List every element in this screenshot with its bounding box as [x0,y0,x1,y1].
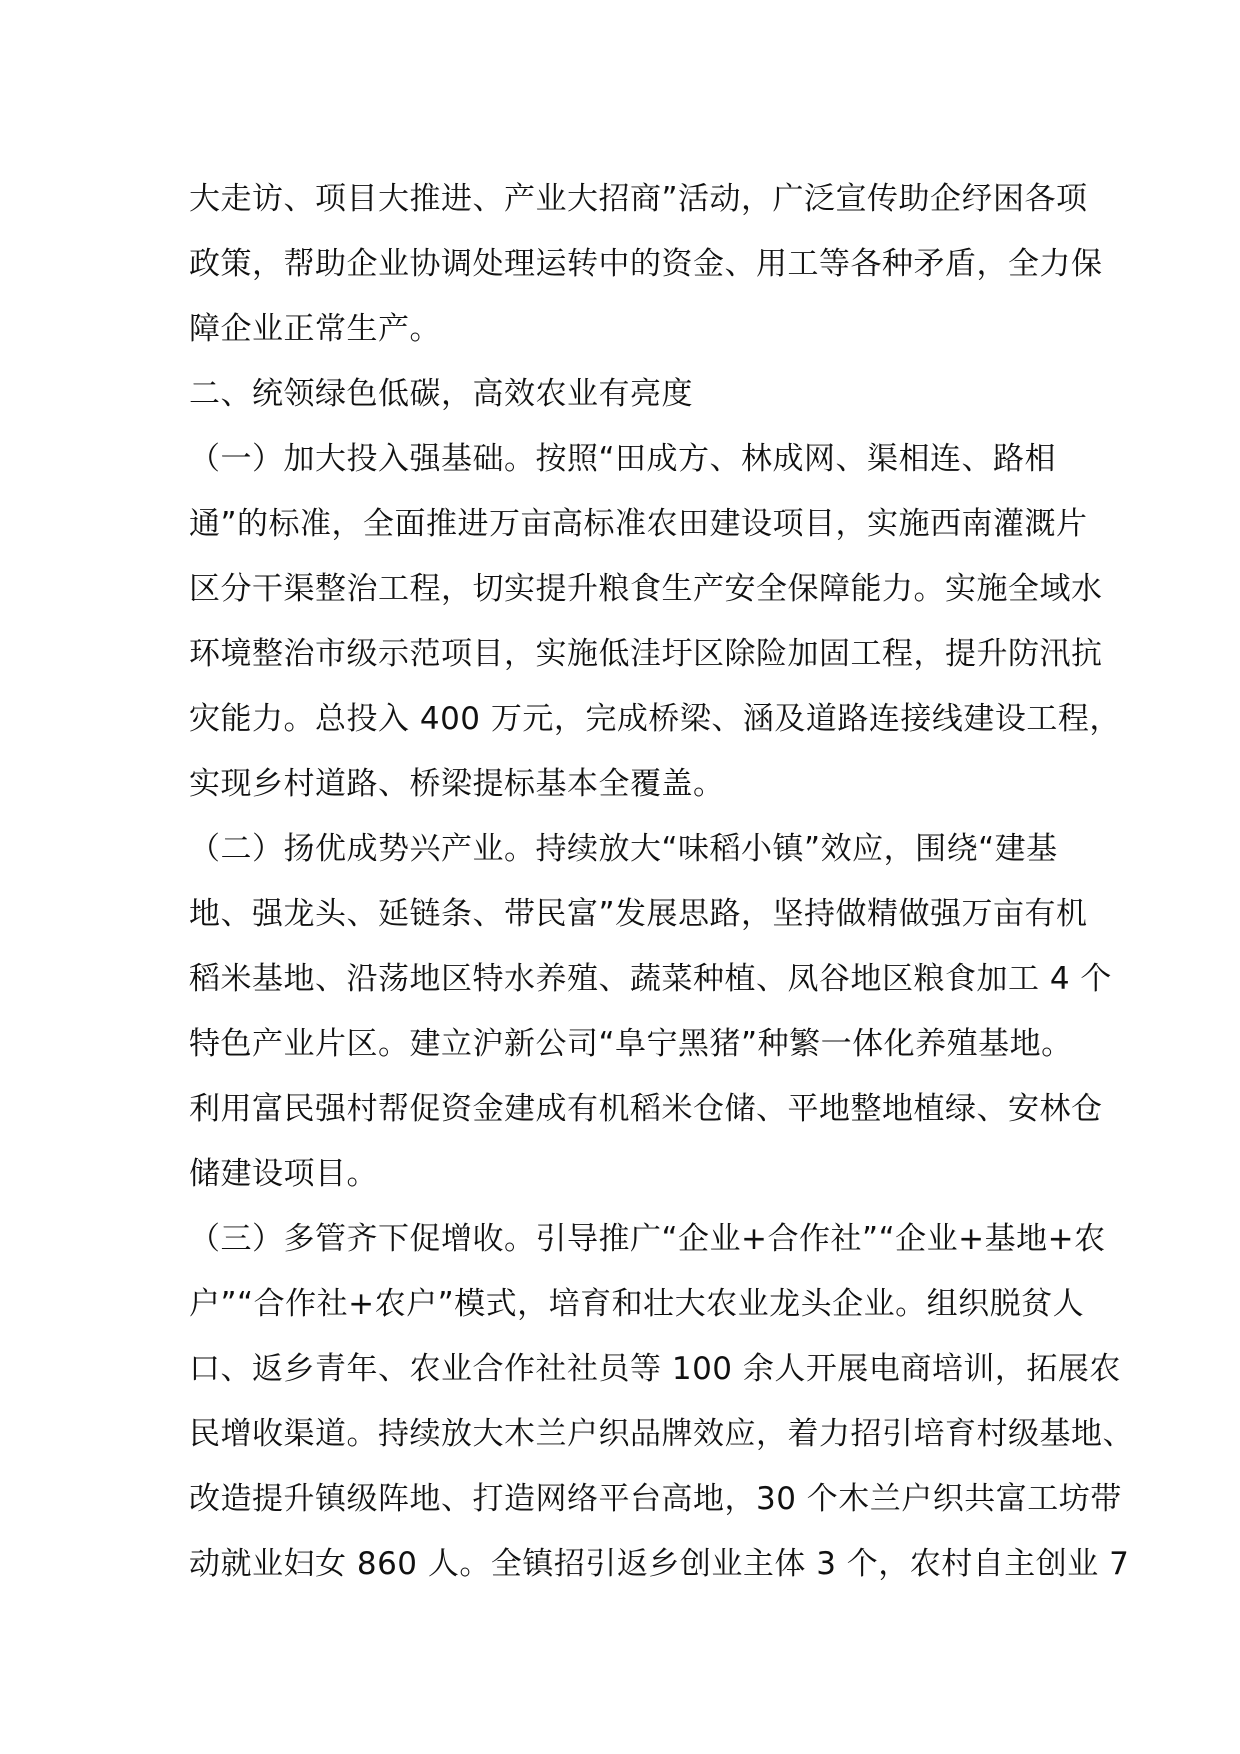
text-line: 特色产业片区。建立沪新公司“阜宁黑猪”种繁一体化养殖基地。 [189,1026,1073,1062]
text-line: 储建设项目。 [189,1156,378,1192]
text-line: 民增收渠道。持续放大木兰户织品牌效应，着力招引培育村级基地、 [189,1416,1134,1452]
text-line: 口、返乡青年、农业合作社社员等 100 余人开展电商培训，拓展农 [189,1351,1121,1387]
text-line: 通”的标准，全面推进万亩高标准农田建设项目，实施西南灌溉片 [189,506,1088,542]
section-heading: 二、统领绿色低碳，高效农业有亮度 [189,376,693,412]
text-line: 实现乡村道路、桥梁提标基本全覆盖。 [189,766,725,802]
subsection-heading-line: （一）加大投入强基础。按照“田成方、林成网、渠相连、路相 [189,441,1057,477]
text-line: 利用富民强村帮促资金建成有机稻米仓储、平地整地植绿、安林仓 [189,1091,1103,1127]
subsection-heading-line: （三）多管齐下促增收。引导推广“企业+合作社”“企业+基地+农 [189,1221,1106,1257]
text-line: 改造提升镇级阵地、打造网络平台高地，30 个木兰户织共富工坊带 [189,1481,1122,1517]
text-line: 稻米基地、沿荡地区特水养殖、蔬菜种植、凤谷地区粮食加工 4 个 [189,961,1112,997]
text-line: 户”“合作社+农户”模式，培育和壮大农业龙头企业。组织脱贫人 [189,1286,1085,1322]
text-line: 大走访、项目大推进、产业大招商”活动，广泛宣传助企纾困各项 [189,181,1088,217]
text-line: 环境整治市级示范项目，实施低洼圩区除险加固工程，提升防汛抗 [189,636,1103,672]
text-line: 政策，帮助企业协调处理运转中的资金、用工等各种矛盾，全力保 [189,246,1103,282]
subsection-heading-line: （二）扬优成势兴产业。持续放大“味稻小镇”效应，围绕“建基 [189,831,1058,867]
text-line: 区分干渠整治工程，切实提升粮食生产安全保障能力。实施全域水 [189,571,1103,607]
text-line: 障企业正常生产。 [189,311,441,347]
text-line: 灾能力。总投入 400 万元，完成桥梁、涵及道路连接线建设工程， [189,701,1121,737]
text-line: 地、强龙头、延链条、带民富”发展思路，坚持做精做强万亩有机 [189,896,1088,932]
document-body [189,167,1134,1597]
text-line: 动就业妇女 860 人。全镇招引返乡创业主体 3 个，农村自主创业 7 [189,1546,1130,1582]
